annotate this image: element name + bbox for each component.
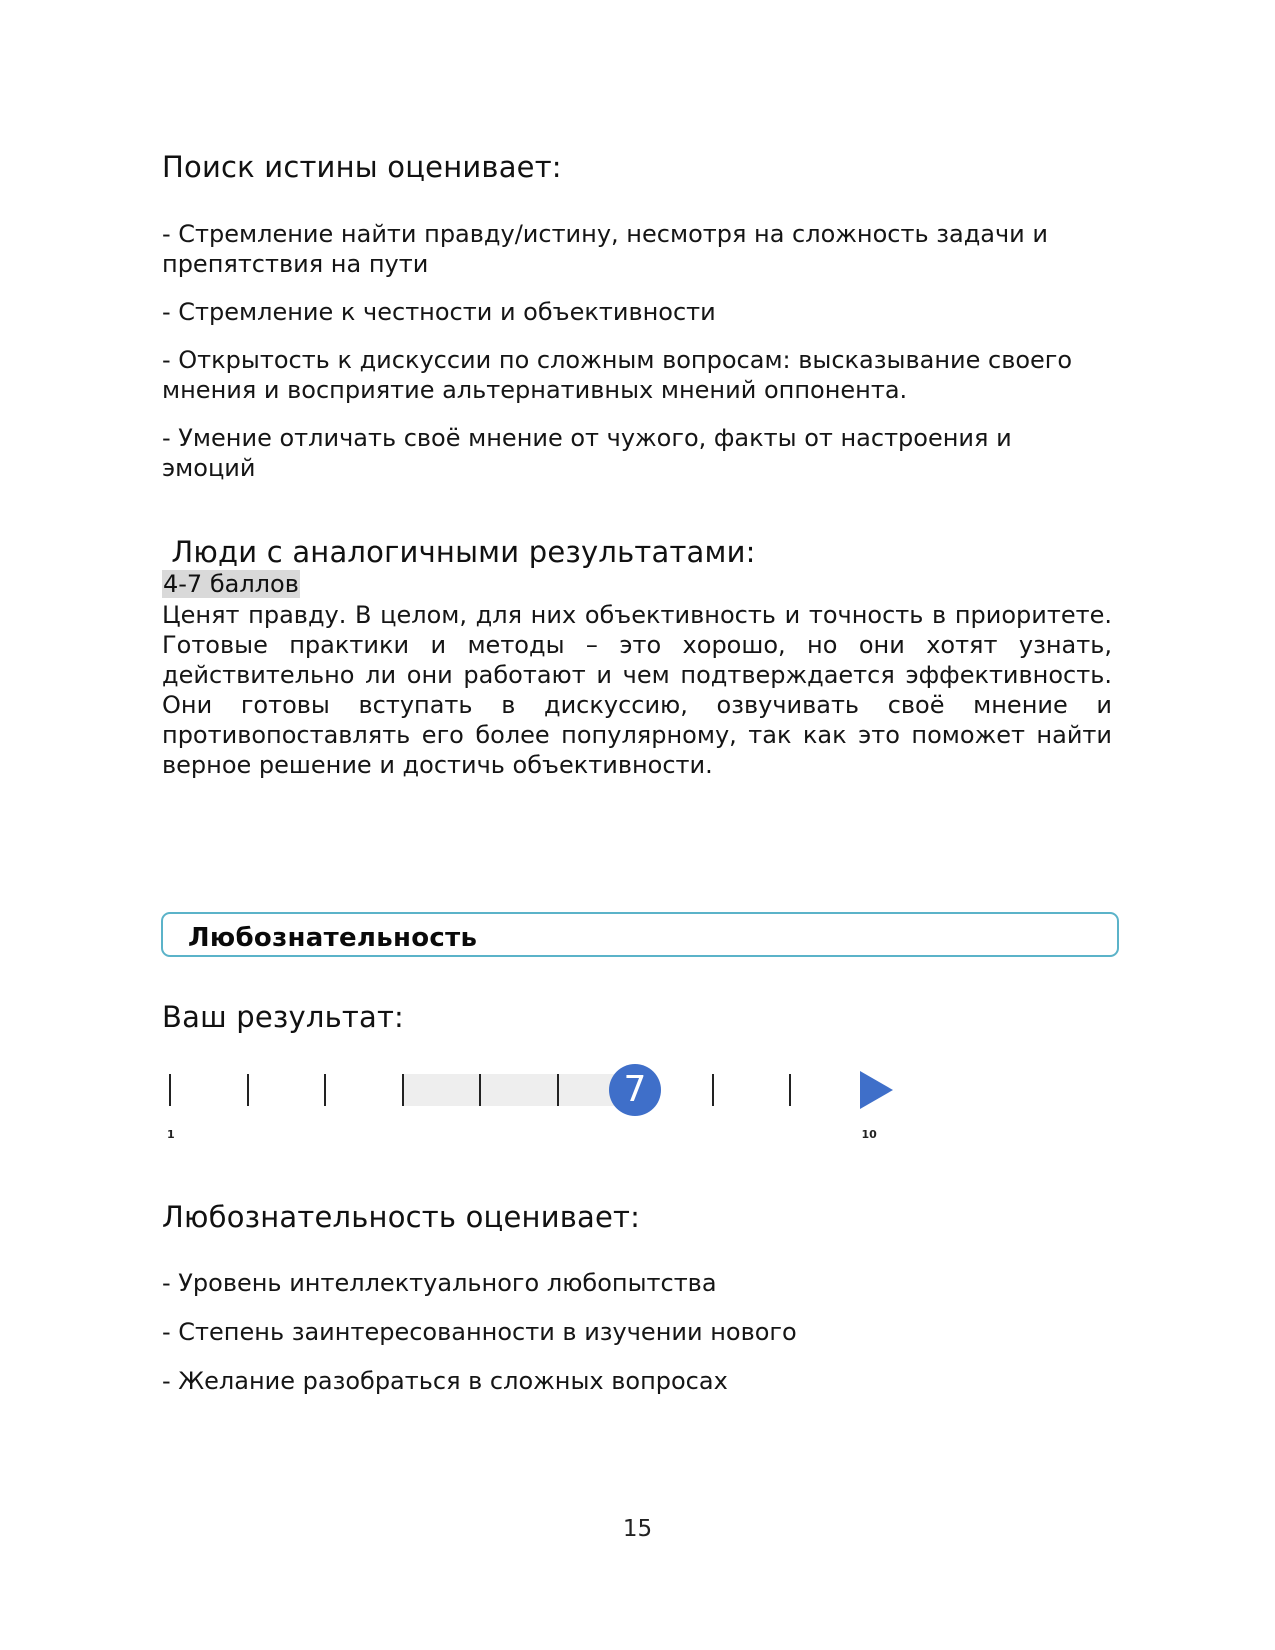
truth-bullet-4: - Умение отличать своё мнение от чужого, факты от настроения и эмоций [162, 424, 1012, 482]
scale-tick [169, 1074, 171, 1106]
curiosity-assess-heading: Любознательность оценивает: [162, 1200, 641, 1234]
score-marker: 7 [609, 1064, 661, 1116]
curiosity-bullet-2: - Степень заинтересованности в изучении нового [162, 1318, 797, 1346]
scale-end-arrow-icon [860, 1071, 893, 1109]
scale-tick [247, 1074, 249, 1106]
score-range-text: 4-7 баллов [163, 570, 299, 598]
similar-results-description: Ценят правду. В целом, для них объективность и точность в приоритете. Готовые практики и методы – это хорошо, но они хотят узнать, действительно ли они работают и чем подтверждается эффективность. Они готовы вступать в дискуссию, озвучивать своё мнение и противопоставлять его более популярному, так как это поможет найти верное решение и достичь объективности. [162, 601, 1112, 779]
truth-bullet-1: - Стремление найти правду/истину, несмотря на сложность задачи и препятствия на пути [162, 220, 1048, 278]
scale-tick [789, 1074, 791, 1106]
curiosity-bullet-3: - Желание разобраться в сложных вопросах [162, 1367, 728, 1395]
score-highlight-band [403, 1074, 636, 1106]
scale-tick [479, 1074, 481, 1106]
your-result-heading: Ваш результат: [162, 1000, 405, 1034]
score-range-label [162, 570, 300, 599]
scale-tick [557, 1074, 559, 1106]
scale-min-label: 1 [167, 1128, 175, 1141]
similar-results-heading: Люди с аналогичными результатами: [162, 535, 756, 569]
truth-bullet-2: - Стремление к честности и объективности [162, 298, 716, 326]
curiosity-bullet-1: - Уровень интеллектуального любопытства [162, 1269, 717, 1297]
scale-tick [402, 1074, 404, 1106]
page-number: 15 [622, 1516, 653, 1542]
score-scale [160, 1060, 920, 1140]
curiosity-section-title: Любознательность [188, 923, 478, 953]
scale-tick [324, 1074, 326, 1106]
curiosity-section-header [161, 912, 1119, 957]
scale-tick [712, 1074, 714, 1106]
scale-max-label: 10 [861, 1128, 877, 1141]
truth-bullet-3: - Открытость к дискуссии по сложным вопросам: высказывание своего мнения и восприятие альтернативных мнений оппонента. [162, 346, 1073, 404]
truth-assess-heading: Поиск истины оценивает: [162, 150, 562, 184]
